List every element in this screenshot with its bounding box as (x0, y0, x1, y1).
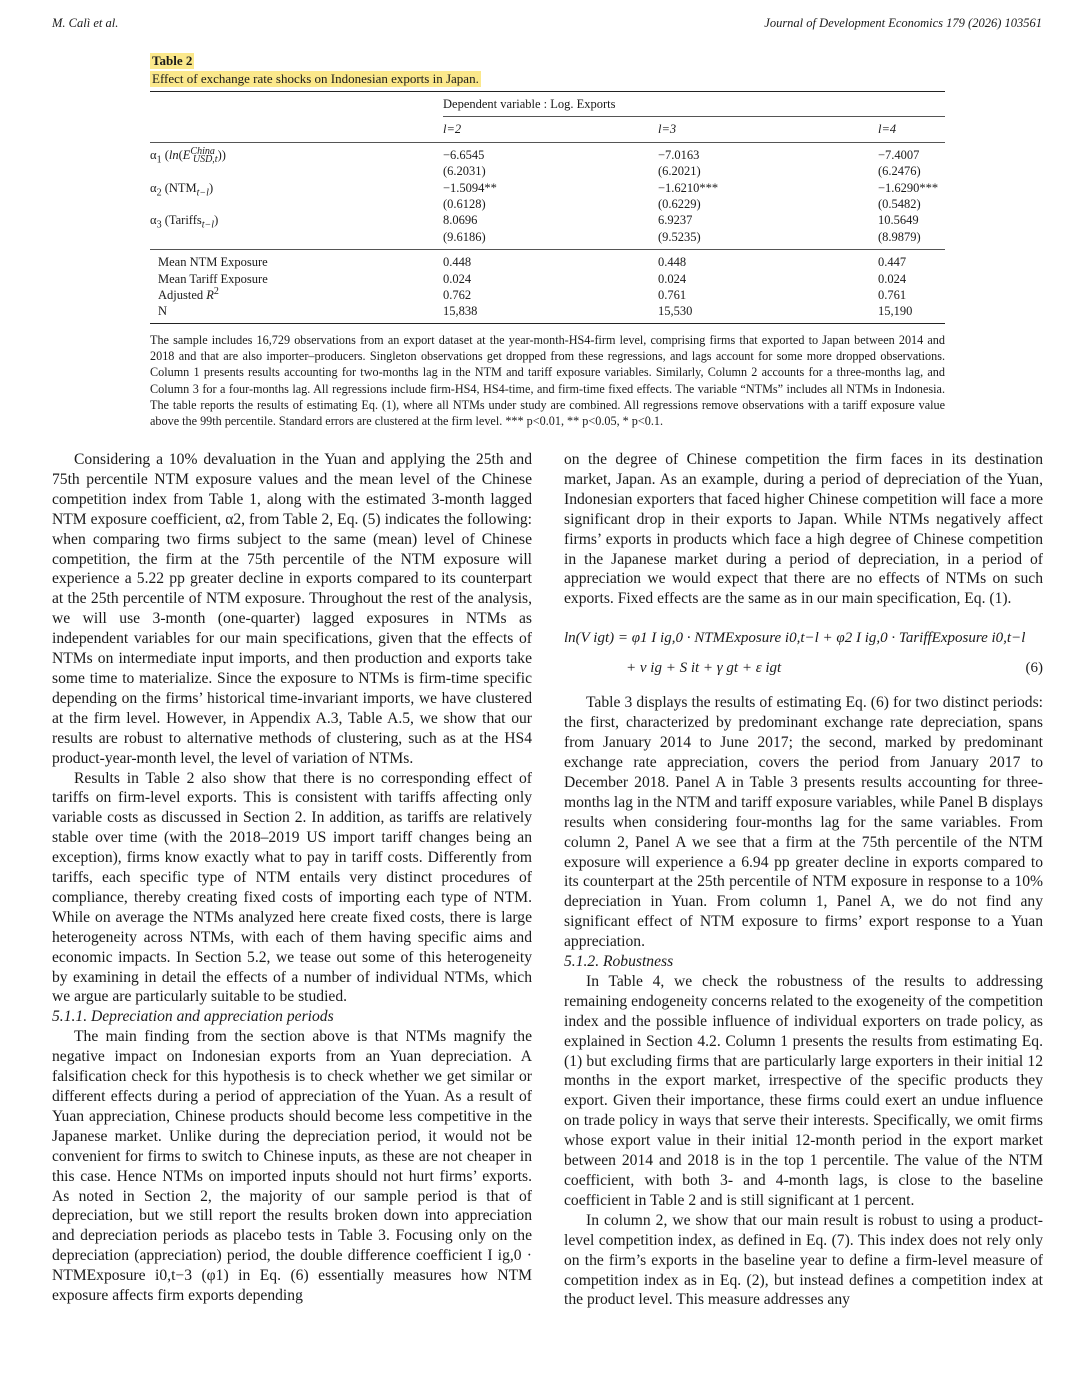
table-cell: 0.762 (443, 288, 472, 303)
table-cell: 0.024 (658, 271, 687, 286)
table-cell: 0.447 (878, 250, 945, 271)
table-cell: 0.448 (443, 250, 658, 271)
table-row (150, 163, 945, 179)
table-row (150, 303, 945, 323)
table-cell: −1.6210*** (658, 180, 719, 195)
table-note: The sample includes 16,729 observations from an export dataset at the year-month-HS4-firm level, comprising firms that exported to Japan between 2014 and 2018 and that are also importer–producers. Singleton observations get dropped from these regressions, and lags account for some more dropped observations. Column 1 presents results accounting for two-months lag in the NTM and tariff exposure variables. Similarly, Column 2 accounts for a three-months lag, and Column 3 for a four-months lag. All regressions include firm-HS4, HS4-time, and firm-time fixed effects. The variable “NTMs” includes all NTMs in Indonesia. The table reports the results of estimating Eq. (1), where all NTMs under study are combined. All regressions remove observations with a tariff exposure value above the 99th percentile. Standard errors are clustered at the firm level. *** p<0.01, ** p<0.05, * p<0.1. (150, 332, 945, 429)
table-label: Table 2 (152, 53, 193, 68)
table-cell: (9.6186) (443, 229, 486, 244)
equation-6 (564, 623, 1043, 683)
table-cell: 0.761 (878, 288, 907, 303)
table-row (150, 142, 945, 163)
table-cell: (6.2031) (443, 164, 486, 179)
table-cell: (0.6229) (658, 197, 701, 212)
col-header: l=2 (443, 122, 462, 137)
section-heading-511: 5.1.1. Depreciation and appreciation periods (52, 1008, 334, 1026)
stat-label: Mean Tariff Exposure (158, 271, 268, 286)
table-cell: −6.6545 (443, 142, 658, 163)
section-heading-512: 5.1.2. Robustness (564, 953, 674, 971)
table-cell: (0.5482) (878, 197, 921, 212)
table-cell: 15,838 (443, 303, 658, 323)
table-cell: (8.9879) (878, 229, 921, 244)
table-row (150, 250, 945, 271)
table-cell: −7.0163 (658, 142, 878, 163)
table-cell: 15,530 (658, 303, 878, 323)
results-table (150, 91, 945, 324)
table-cell: (6.2021) (658, 164, 701, 179)
paragraph: In Table 4, we check the robustness of the results to addressing remaining endogeneity concerns related to the exogeneity of the competition index and the possible influence of individual exporters on trade policy, as explained in Section 4.2. Column 1 presents the results from estimating Eq. (1) but excluding firms that are particularly large exporters in their initial 12 months in the export market, irrespective of the specific products they export. Given their importance, these firms could exert an undue influence on trade policy in ways that serve their interests. Specifically, we omit firms whose export value in their initial 12-month period in the export market between 2014 and 2018 is in the top 1 percentile. The value of the NTM coefficient, with both 3- and 4-month lags, is close to the baseline coefficient in Table 2 and is still significant at 1 percent. (564, 972, 1043, 1209)
table-cell: 8.0696 (443, 213, 478, 228)
row-label-alpha1: $\alpha_1$ $(\ln(E^{China}_{USD,t}))$ (150, 142, 443, 163)
paragraph: on the degree of Chinese competition the firm faces in its destination market, Japan. As an example, during a period of depreciation of the Yuan, Indonesian exporters that faced higher Chinese competition will face a more significant drop in their exports to Japan. While NTMs negatively affect firms’ exports in products which face a high degree of Chinese competition in the Japanese market during a period of depreciation, in a period of appreciation we would expect that there are no effects of NTMs on such exports. Fixed effects are the same as in our main specification, Eq. (1). (564, 451, 1043, 608)
table-row (150, 287, 945, 303)
table-cell: (9.5235) (658, 229, 701, 244)
stat-label: Mean NTM Exposure (150, 250, 443, 271)
table-cell: 0.024 (443, 271, 472, 286)
paragraph: Considering a 10% devaluation in the Yuan and applying the 25th and 75th percentile NTM exposure values and the mean level of the Chinese competition index from Table 1, along with the estimated 3-month lagged NTM exposure coefficient, α2, from Table 2, Eq. (5) indicates the following: when comparing two firms subject to the same (mean) level of Chinese competition, the firm at the 75th percentile of the NTM exposure will experience a 5.22 pp greater decline in exports compared to its counterpart at the 25th percentile of NTM exposure. Throughout the rest of the analysis, we will use 3-month (one-quarter) lagged exposures in NTMs as independent variables for our main specifications, given that the effects of NTMs on intermediate input imports, and then production and exports take some time to materialize. Since the exposure to NTMs is firm-time specific depending on the firms’ historical time-invariant imports, we have clustered at the firm level. However, in Appendix A.3, Table A.5, we show that our results are robust to alternative methods of clustering, such as at the HS4 product-year-month level, the level of variation of NTMs. (52, 451, 532, 767)
table-cell: −1.6290*** (878, 180, 939, 195)
table-row (150, 229, 945, 250)
running-header-journal: Journal of Development Economics 179 (2026) 103561 (764, 16, 1042, 30)
equation-number: (6) (1025, 660, 1043, 677)
col-header: l=4 (878, 122, 897, 137)
table-cell: 6.9237 (658, 213, 693, 228)
table-row (150, 196, 945, 212)
table-row (150, 212, 945, 228)
table-2 (150, 52, 945, 430)
table-cell: (6.2476) (878, 164, 921, 179)
paragraph: The main finding from the section above is that NTMs magnify the negative impact on Indonesian exports from an Yuan depreciation. A falsification check for this hypothesis is to check whether we get similar or different effects during a period of appreciation of the Yuan. As a result of Yuan appreciation, Chinese products should become less competitive in the Japanese market. Unlike during the depreciation period, it would not be convenient for firms to switch to Chinese inputs, as these are not cheaper in this case. Hence NTMs on imported inputs should not hurt firms’ exports. As noted in Section 2, the majority of our sample period is that of depreciation, but we still report the results broken down into appreciation and depreciation periods as placebo tests in Table 3. Focusing only on the depreciation (appreciation) period, the double difference coefficient I ig,0 · NTMExposure i0,t−3 (φ1) in Eq. (6) essentially measures how NTM exposure affects firm exports depending (52, 1028, 532, 1305)
table-row (150, 180, 945, 196)
running-header-authors: M. Calì et al. (52, 16, 119, 30)
table-cell: 15,190 (878, 303, 945, 323)
table-title: Effect of exchange rate shocks on Indonesian exports in Japan. (152, 71, 479, 86)
table-cell: −1.5094** (443, 180, 497, 195)
paragraph: Table 3 displays the results of estimating Eq. (6) for two distinct periods: the first, characterized by predominant exchange rate depreciation, spans from January 2014 to June 2017; the second, marked by predominant exchange rate appreciation, covers the period from January 2017 to December 2018. Panel A in Table 3 presents results accounting for three-months lag in the NTM and tariff exposure variables, while Panel B displays results when considering four-months lag for the same variables. From column 2, Panel A we see that a firm at the 75th percentile of the NTM exposure will experience a 6.94 pp greater decline in exports compared to its counterpart at the 25th percentile of NTM exposure in response to a 10% depreciation in Yuan. From column 1, Panel A, we do not find any significant effect of NTM exposure to firms’ export response to a Yuan appreciation. (564, 694, 1043, 951)
equation-line-2: + v ig + S it + γ gt + ε igt (626, 660, 782, 677)
dependent-variable: Dependent variable : Log. Exports (443, 92, 945, 117)
paragraph: In column 2, we show that our main result is robust to using a product-level competition index, as defined in Eq. (7). This index does not rely only on the firm’s exports in the baseline year to define a firm-level measure of competition index as in Eq. (2), but instead defines a competition index at the product level. This measure addresses any (564, 1211, 1043, 1309)
row-label-alpha2: $\alpha_2$ $(NTM_{t-l})$ (150, 180, 214, 199)
stat-label-adj-r2: Adjusted $R^2$ (158, 285, 219, 303)
table-cell: 10.5649 (878, 213, 919, 228)
col-header: l=3 (658, 122, 677, 137)
equation-line-1: ln(V igt) = φ1 I ig,0 · NTMExposure i0,t−l + φ2 I ig,0 · TariffExposure i0,t−l (564, 630, 1026, 647)
row-label-alpha3: $\alpha_3$ (Tariffs$_{t-l}$) (150, 213, 219, 231)
left-column (52, 450, 532, 1306)
table-cell: 0.448 (658, 250, 878, 271)
table-cell: (0.6128) (443, 197, 486, 212)
table-row (150, 271, 945, 287)
table-cell: −7.4007 (878, 142, 945, 163)
paragraph: Results in Table 2 also show that there is no corresponding effect of tariffs on firm-level exports. This is consistent with tariffs affecting only variable costs as discussed in Section 2. In addition, as tariffs are relatively stable over time (with the 2018–2019 US import tariff changes being an exception), firms know exactly what to pay in tariff costs. Differently from tariffs, each specific type of NTM entails very distinct procedures of compliance, thereby creating fixed costs of importing each type of NTM. While on average the NTMs analyzed here create fixed costs, there is large heterogeneity across NTMs, with each of them having specific aims and economic impacts. In Section 5.2, we tease out some of this heterogeneity by examining in detail the effects of a number of individual NTMs, which we argue are particularly suitable to be studied. (52, 769, 532, 1006)
right-column (564, 450, 1043, 1310)
table-cell: 0.761 (658, 288, 687, 303)
table-cell: 0.024 (878, 271, 907, 286)
stat-label: N (150, 303, 443, 323)
